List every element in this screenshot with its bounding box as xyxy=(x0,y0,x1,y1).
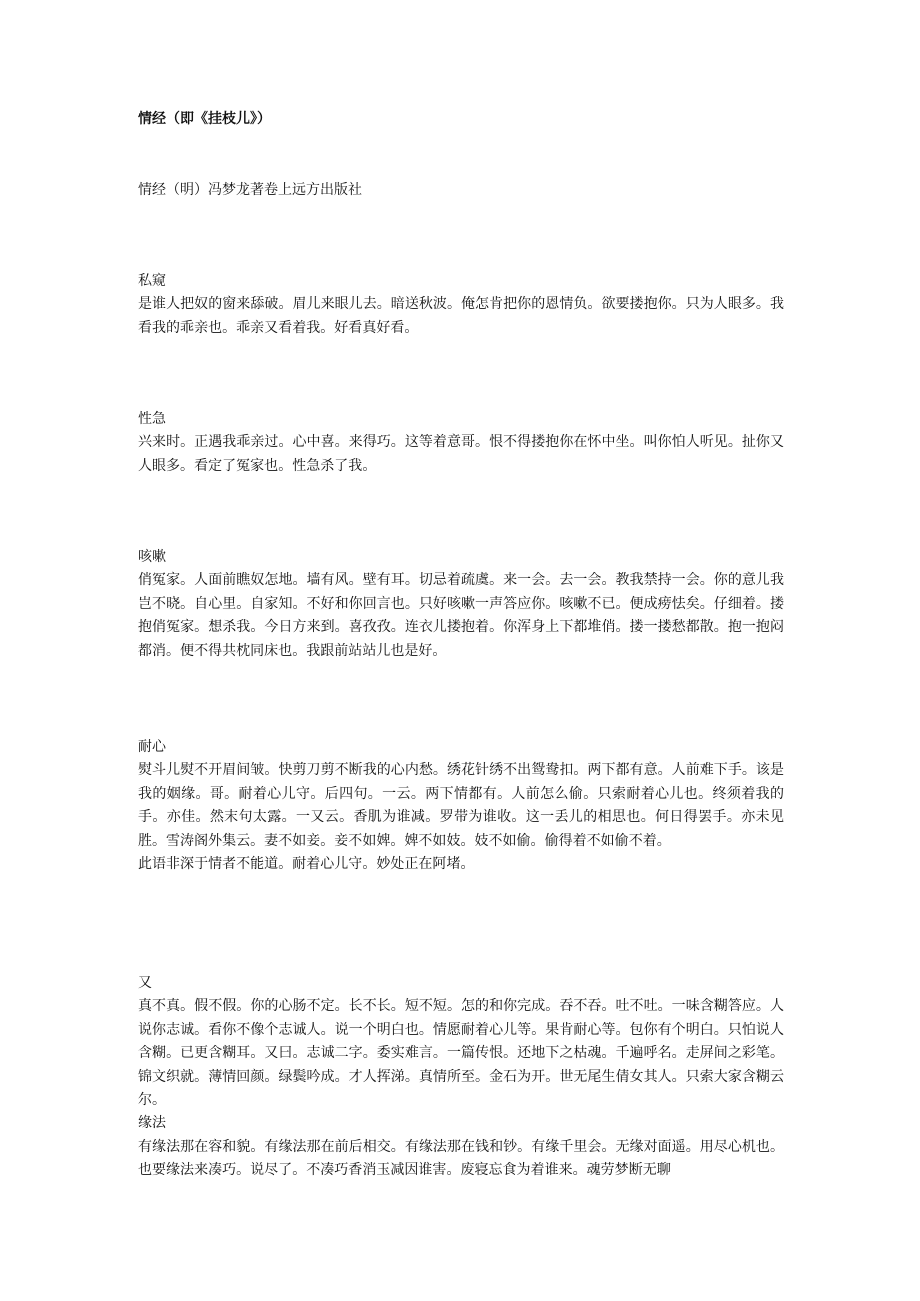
section-paragraph: 兴来时。正遇我乖亲过。心中喜。来得巧。这等着意哥。恨不得搂抱你在怀中坐。叫你怕人听见。扯你又人眼多。看定了冤家也。性急杀了我。 xyxy=(138,434,784,474)
section-again xyxy=(138,972,784,1183)
section-heading: 咳嗽 xyxy=(138,549,166,565)
section-cough xyxy=(138,546,784,663)
section-heading: 又 xyxy=(138,975,152,991)
section-patience xyxy=(138,736,784,876)
section-paragraph: 此语非深于情者不能道。耐着心儿守。妙处正在阿堵。 xyxy=(138,856,475,873)
section-private-peek xyxy=(138,270,784,340)
section-paragraph: 真不真。假不假。你的心肠不定。长不长。短不短。怎的和你完成。吞不吞。吐不吐。一味含糊答应。人说你志诚。看你不像个志诚人。说一个明白也。情愿耐着心儿等。果肯耐心等。包你有个明白。只怕说人含糊。已更含糊耳。又曰。志诚二字。委实难言。一篇传恨。还地下之枯魂。千遍呼名。走屏间之彩笔。锦文织就。薄情回颜。绿鬓吟成。才人挥涕。真情所至。金石为开。世无尾生倩女其人。只索大家含糊云尔。 xyxy=(138,998,784,1109)
section-heading: 私窥 xyxy=(138,273,166,289)
document-byline: 情经（明）冯梦龙著卷上远方出版社 xyxy=(138,182,362,198)
section-paragraph: 俏冤家。人面前瞧奴怎地。墙有风。壁有耳。切忌着疏虞。来一会。去一会。教我禁持一会。你的意儿我岂不晓。自心里。自家知。不好和你回言也。只好咳嗽一声答应你。咳嗽不已。便成痨怯矣。仔细着。搂抱俏冤家。想杀我。今日方来到。喜孜孜。连衣儿搂抱着。你浑身上下都堆俏。搂一搂愁都散。抱一抱闷都消。便不得共枕同床也。我跟前站站儿也是好。 xyxy=(138,572,784,659)
section-paragraph: 有缘法那在容和貌。有缘法那在前后相交。有缘法那在钱和钞。有缘千里会。无缘对面遥。用尽心机也。也要缘法来凑巧。说尽了。不凑巧香消玉减因谁害。废寝忘食为着谁来。魂劳梦断无聊 xyxy=(138,1138,784,1179)
section-paragraph: 熨斗儿熨不开眉间皱。快剪刀剪不断我的心内愁。绣花针绣不出鸳鸯扣。两下都有意。人前难下手。该是我的姻缘。哥。耐着心儿守。后四句。一云。两下情都有。人前怎么偷。只索耐着心儿也。终须着我的手。亦佳。然末句太露。一又云。香肌为谁减。罗带为谁收。这一丢儿的相思也。何日得罢手。亦未见胜。雪涛阁外集云。妻不如妾。妾不如婢。婢不如妓。妓不如偷。偷得着不如偷不着。 xyxy=(138,762,784,849)
section-paragraph: 是谁人把奴的窗来舔破。眉儿来眼儿去。暗送秋波。俺怎肯把你的恩情负。欲要搂抱你。只为人眼多。我看我的乖亲也。乖亲又看着我。好看真好看。 xyxy=(138,296,784,336)
section-heading: 缘法 xyxy=(138,1115,166,1132)
document-title: 情经（即《挂枝儿》） xyxy=(138,111,271,127)
section-heading: 性急 xyxy=(138,411,166,427)
section-impatient xyxy=(138,408,784,478)
section-heading: 耐心 xyxy=(138,739,166,755)
